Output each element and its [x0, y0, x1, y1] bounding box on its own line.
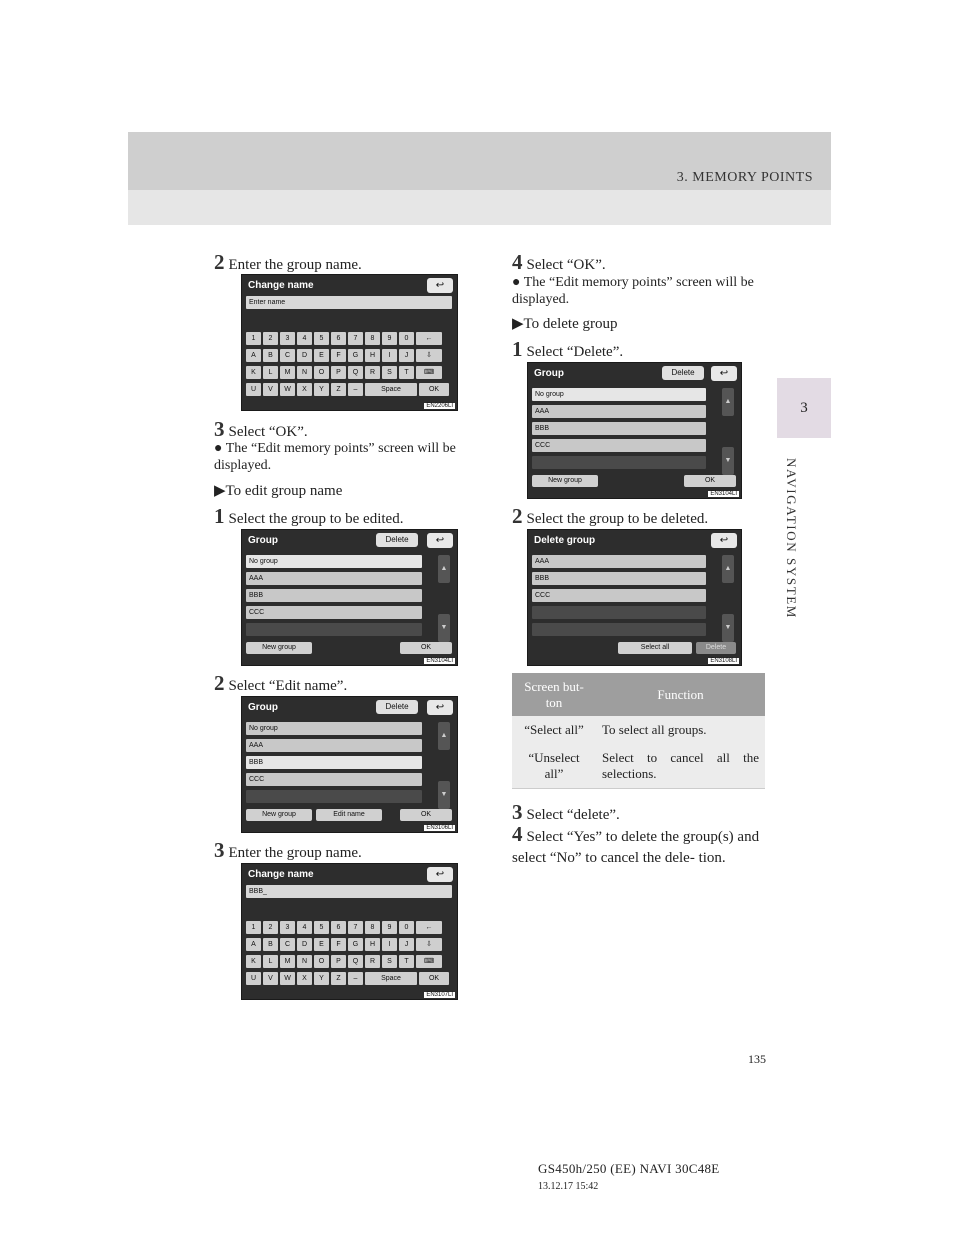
step-number: 1	[214, 504, 225, 528]
keyboard-key[interactable]: X	[297, 972, 312, 985]
list-item[interactable]: No group	[246, 722, 422, 735]
keyboard-key[interactable]: N	[297, 955, 312, 968]
keyboard-key[interactable]: OK	[419, 383, 449, 396]
left-step-2	[214, 417, 308, 442]
keyboard-key[interactable]: 0	[399, 921, 414, 934]
keyboard-key[interactable]: 4	[297, 921, 312, 934]
keyboard-key[interactable]: J	[399, 349, 414, 362]
triangle-right-icon: ▶	[214, 483, 226, 499]
right-step-4	[512, 800, 620, 825]
new-group-button[interactable]: New group	[246, 642, 312, 654]
keyboard-key[interactable]: ⌨	[416, 366, 442, 379]
image-code: EN3107LI	[426, 992, 453, 998]
new-group-button[interactable]: New group	[246, 809, 312, 821]
screen-change-name-1	[241, 274, 458, 411]
list-item[interactable]: CCC	[532, 439, 706, 452]
keyboard-key[interactable]: 5	[314, 921, 329, 934]
list-item[interactable]: No group	[532, 388, 706, 401]
keyboard-key[interactable]: 3	[280, 332, 295, 345]
step-number: 4	[512, 822, 523, 846]
keyboard-key[interactable]: Z	[331, 972, 346, 985]
right-step-1	[512, 250, 606, 275]
right-step-5	[512, 824, 765, 869]
keyboard-key[interactable]: L	[263, 955, 278, 968]
keyboard-key[interactable]: G	[348, 938, 363, 951]
delete-button[interactable]: Delete	[376, 700, 418, 714]
left-subheading	[214, 481, 342, 500]
scroll-up-icon[interactable]: ▲	[438, 555, 450, 583]
screen-delete-group	[527, 529, 742, 666]
image-code: EN3104LI	[426, 658, 453, 664]
image-code: EN3106LI	[426, 825, 453, 831]
left-step-1	[214, 250, 362, 275]
bullet-icon: ●	[512, 275, 521, 290]
list-item[interactable]: BBB	[532, 422, 706, 435]
right-step-2	[512, 337, 623, 362]
list-item[interactable]: No group	[246, 555, 422, 568]
keyboard-key[interactable]: R	[365, 955, 380, 968]
step-number: 2	[512, 504, 523, 528]
footer-doc-id: GS450h/250 (EE) NAVI 30C48E	[538, 1161, 720, 1176]
ok-button[interactable]: OK	[400, 809, 452, 821]
keyboard-key[interactable]: 9	[382, 921, 397, 934]
keyboard-key[interactable]: P	[331, 366, 346, 379]
screen-group-1	[241, 529, 458, 666]
list-item-empty	[532, 456, 706, 469]
scroll-down-icon[interactable]: ▼	[722, 447, 734, 475]
screen-title: Group	[534, 368, 564, 379]
keyboard-key[interactable]: T	[399, 955, 414, 968]
list-item[interactable]: CCC	[246, 773, 422, 786]
step-number: 3	[512, 800, 523, 824]
keyboard-key[interactable]: V	[263, 972, 278, 985]
keyboard-key[interactable]: J	[399, 938, 414, 951]
table-header: Screen but- ton	[512, 673, 596, 716]
keyboard-key[interactable]: U	[246, 972, 261, 985]
bullet-text: The “Edit memory points” screen will be displayed.	[214, 441, 456, 473]
new-group-button[interactable]: New group	[532, 475, 598, 487]
header-bar	[128, 132, 831, 190]
edit-name-button[interactable]: Edit name	[316, 809, 382, 821]
left-step-3	[214, 504, 403, 529]
keyboard-key[interactable]: C	[280, 349, 295, 362]
screen-title: Change name	[248, 869, 314, 880]
keyboard-key[interactable]: 6	[331, 921, 346, 934]
keyboard-key[interactable]: N	[297, 366, 312, 379]
keyboard-key[interactable]: ⇩	[416, 349, 442, 362]
right-subheading	[512, 314, 617, 333]
page-number: 135	[748, 1052, 766, 1066]
list-item[interactable]: BBB	[532, 572, 706, 585]
step-number: 3	[214, 417, 225, 441]
step-number: 3	[214, 838, 225, 862]
delete-button[interactable]: Delete	[696, 642, 736, 654]
footer-timestamp: 13.12.17 15:42	[538, 1181, 599, 1192]
list-item[interactable]: BBB	[246, 756, 422, 769]
table-cell: Select to cancel all the selections.	[596, 744, 765, 789]
keyboard-key[interactable]: X	[297, 383, 312, 396]
keyboard-key[interactable]: O	[314, 955, 329, 968]
function-table	[512, 673, 765, 789]
keyboard-key[interactable]: I	[382, 349, 397, 362]
delete-button[interactable]: Delete	[662, 366, 704, 380]
keyboard-key[interactable]: 7	[348, 332, 363, 345]
keyboard-key[interactable]: S	[382, 955, 397, 968]
keyboard-key[interactable]: Z	[331, 383, 346, 396]
keyboard-key[interactable]: B	[263, 349, 278, 362]
keyboard-key[interactable]: K	[246, 366, 261, 379]
table-row	[512, 744, 765, 789]
back-icon[interactable]: ↩	[427, 533, 453, 548]
scroll-down-icon[interactable]: ▼	[722, 614, 734, 642]
list-item[interactable]: CCC	[532, 589, 706, 602]
keyboard-key[interactable]: K	[246, 955, 261, 968]
keyboard-key[interactable]: R	[365, 366, 380, 379]
screen-title: Change name	[248, 280, 314, 291]
step-text: Enter the group name.	[228, 845, 362, 861]
keyboard-key[interactable]: Y	[314, 972, 329, 985]
keyboard-key[interactable]: S	[382, 366, 397, 379]
delete-button[interactable]: Delete	[376, 533, 418, 547]
left-step-4	[214, 671, 347, 696]
keyboard-key[interactable]: F	[331, 938, 346, 951]
keyboard-key[interactable]: ←	[416, 921, 442, 934]
step-number: 4	[512, 250, 523, 274]
keyboard-key[interactable]: D	[297, 938, 312, 951]
keyboard-key[interactable]: Space	[365, 383, 417, 396]
screen-title: Delete group	[534, 535, 596, 546]
keyboard-key[interactable]: –	[348, 972, 363, 985]
name-input[interactable]: BBB_	[246, 885, 452, 898]
keyboard-key[interactable]: 8	[365, 921, 380, 934]
step-text: Select “Delete”.	[526, 344, 624, 360]
name-input[interactable]: Enter name	[246, 296, 452, 309]
keyboard-key[interactable]: T	[399, 366, 414, 379]
list-item[interactable]: CCC	[246, 606, 422, 619]
right-step-3	[512, 504, 708, 529]
keyboard-key[interactable]: W	[280, 383, 295, 396]
step-text: Select the group to be edited.	[228, 511, 404, 527]
keyboard-key[interactable]: V	[263, 383, 278, 396]
list-item-empty	[532, 606, 706, 619]
chapter-label: NAVIGATION SYSTEM	[784, 458, 799, 619]
keyboard-key[interactable]: A	[246, 349, 261, 362]
step-number: 1	[512, 337, 523, 361]
step-text: Enter the group name.	[228, 257, 362, 273]
keyboard-key[interactable]: 6	[331, 332, 346, 345]
screen-change-name-2	[241, 863, 458, 1000]
keyboard-key[interactable]: E	[314, 349, 329, 362]
keyboard-key[interactable]: 8	[365, 332, 380, 345]
keyboard-key[interactable]: 7	[348, 921, 363, 934]
section-title: 3. MEMORY POINTS	[676, 170, 813, 185]
keyboard-key[interactable]: OK	[419, 972, 449, 985]
keyboard-key[interactable]: Q	[348, 955, 363, 968]
left-step-5	[214, 838, 362, 863]
image-code: EN2206LI	[426, 403, 453, 409]
image-code: EN3108LI	[710, 658, 737, 664]
step-text: Select “delete”.	[526, 807, 620, 823]
list-item[interactable]: AAA	[246, 739, 422, 752]
list-item[interactable]: AAA	[532, 405, 706, 418]
step-number: 2	[214, 250, 225, 274]
scroll-up-icon[interactable]: ▲	[722, 555, 734, 583]
chapter-tab: 3	[777, 378, 831, 438]
table-cell: “Select all”	[512, 716, 596, 744]
header-subbar	[128, 190, 831, 225]
keyboard-key[interactable]: ←	[416, 332, 442, 345]
keyboard-key[interactable]: O	[314, 366, 329, 379]
keyboard-key[interactable]: 3	[280, 921, 295, 934]
bullet-text: The “Edit memory points” screen will be displayed.	[512, 275, 754, 307]
keyboard-key[interactable]: 2	[263, 332, 278, 345]
screen-title: Group	[248, 535, 278, 546]
back-icon[interactable]: ↩	[711, 533, 737, 548]
keyboard-key[interactable]: F	[331, 349, 346, 362]
table-cell: “Unselect all”	[512, 744, 596, 789]
keyboard-key[interactable]: 1	[246, 332, 261, 345]
table-header: Function	[596, 673, 765, 716]
back-icon[interactable]: ↩	[427, 278, 453, 293]
keyboard-key[interactable]: G	[348, 349, 363, 362]
keyboard-key[interactable]: D	[297, 349, 312, 362]
keyboard-key[interactable]: P	[331, 955, 346, 968]
table-cell: To select all groups.	[596, 716, 765, 744]
scroll-up-icon[interactable]: ▲	[438, 722, 450, 750]
step-text: Select “OK”.	[526, 257, 606, 273]
keyboard-key[interactable]: Q	[348, 366, 363, 379]
list-item-empty	[246, 623, 422, 636]
keyboard-key[interactable]: 4	[297, 332, 312, 345]
list-item[interactable]: AAA	[246, 572, 422, 585]
keyboard-key[interactable]: 5	[314, 332, 329, 345]
image-code: EN3104LI	[710, 491, 737, 497]
keyboard-key[interactable]: W	[280, 972, 295, 985]
subheading-text: To delete group	[523, 316, 618, 332]
step-number: 2	[214, 671, 225, 695]
step-text: Select “Edit name”.	[228, 678, 348, 694]
keyboard-key[interactable]: E	[314, 938, 329, 951]
list-item[interactable]: BBB	[246, 589, 422, 602]
ok-button[interactable]: OK	[684, 475, 736, 487]
left-bullet-1	[214, 440, 464, 474]
back-icon[interactable]: ↩	[711, 366, 737, 381]
keyboard-key[interactable]: H	[365, 938, 380, 951]
subheading-text: To edit group name	[225, 483, 343, 499]
keyboard-key[interactable]: ⌨	[416, 955, 442, 968]
keyboard-key[interactable]: 0	[399, 332, 414, 345]
step-text: Select “Yes” to delete the group(s) and select “No” to cancel the dele- tion.	[512, 829, 760, 866]
keyboard-key[interactable]: M	[280, 366, 295, 379]
screen-group-3	[527, 362, 742, 499]
triangle-right-icon: ▶	[512, 316, 524, 332]
keyboard-key[interactable]: H	[365, 349, 380, 362]
screen-title: Group	[248, 702, 278, 713]
keyboard-key[interactable]: U	[246, 383, 261, 396]
scroll-down-icon[interactable]: ▼	[438, 614, 450, 642]
keyboard-key[interactable]: I	[382, 938, 397, 951]
select-all-button[interactable]: Select all	[618, 642, 692, 654]
table-row	[512, 716, 765, 744]
keyboard-key[interactable]: 9	[382, 332, 397, 345]
keyboard-key[interactable]: –	[348, 383, 363, 396]
step-text: Select the group to be deleted.	[526, 511, 709, 527]
keyboard-key[interactable]: 2	[263, 921, 278, 934]
keyboard-key[interactable]: L	[263, 366, 278, 379]
keyboard-key[interactable]: 1	[246, 921, 261, 934]
keyboard-key[interactable]: ⇩	[416, 938, 442, 951]
scroll-down-icon[interactable]: ▼	[438, 781, 450, 809]
keyboard-key[interactable]: Space	[365, 972, 417, 985]
back-icon[interactable]: ↩	[427, 700, 453, 715]
keyboard-key[interactable]: M	[280, 955, 295, 968]
list-item-empty	[246, 790, 422, 803]
bullet-icon: ●	[214, 441, 223, 456]
keyboard-key[interactable]: Y	[314, 383, 329, 396]
back-icon[interactable]: ↩	[427, 867, 453, 882]
right-bullet-1	[512, 274, 765, 308]
ok-button[interactable]: OK	[400, 642, 452, 654]
step-text: Select “OK”.	[228, 424, 308, 440]
keyboard-key[interactable]: A	[246, 938, 261, 951]
scroll-up-icon[interactable]: ▲	[722, 388, 734, 416]
keyboard-key[interactable]: C	[280, 938, 295, 951]
list-item[interactable]: AAA	[532, 555, 706, 568]
list-item-empty	[532, 623, 706, 636]
screen-group-2	[241, 696, 458, 833]
keyboard-key[interactable]: B	[263, 938, 278, 951]
